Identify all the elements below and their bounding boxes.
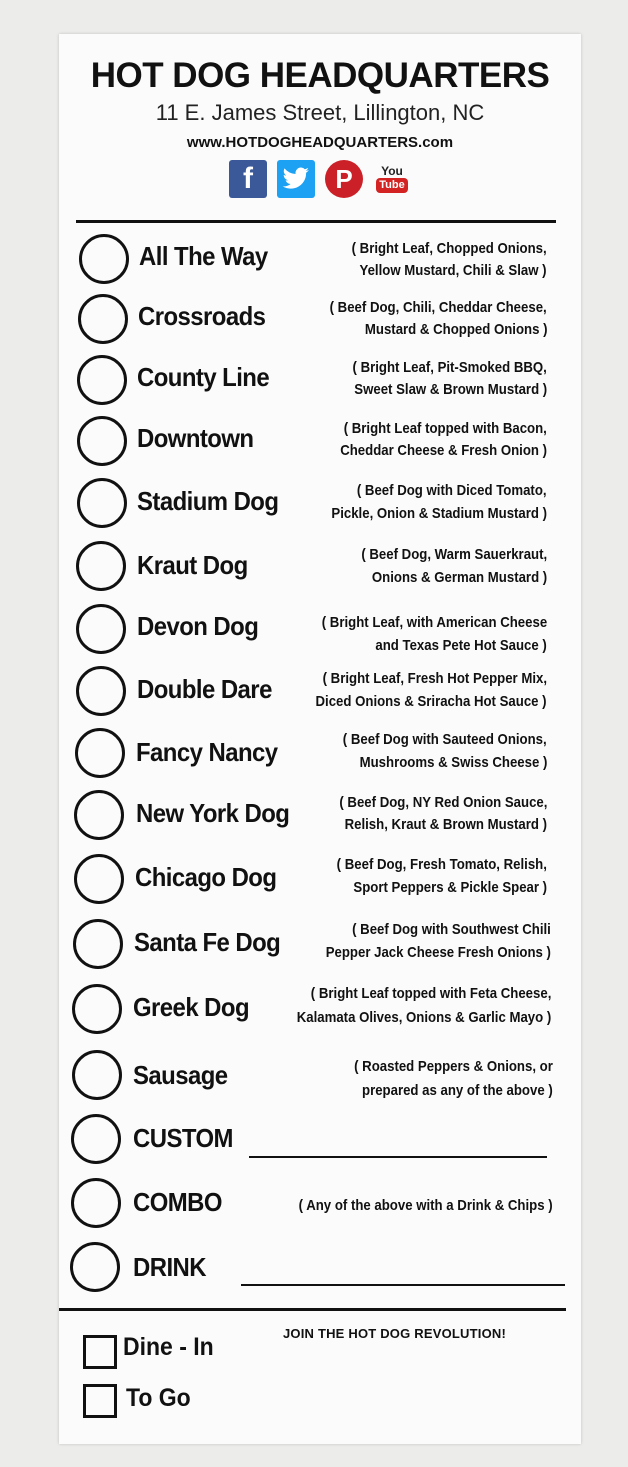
menu-item[interactable] [59, 412, 581, 472]
youtube-icon[interactable] [373, 160, 411, 198]
item-name: Chicago Dog [135, 862, 277, 892]
item-name: Double Dare [137, 674, 272, 704]
facebook-glyph: f [243, 162, 253, 195]
select-circle[interactable] [72, 984, 122, 1034]
item-name: Sausage [133, 1060, 228, 1090]
item-name: County Line [137, 362, 270, 392]
select-circle[interactable] [77, 355, 127, 405]
item-name: DRINK [133, 1252, 206, 1282]
item-name: Greek Dog [133, 992, 250, 1022]
pinterest-glyph: P [335, 163, 353, 194]
order-card [59, 34, 581, 1444]
menu-item[interactable] [59, 915, 581, 975]
website-link[interactable]: www.HOTDOGHEADQUARTERS.com [186, 134, 454, 151]
item-desc-line1: ( Bright Leaf topped with Bacon, [343, 420, 547, 437]
menu-item[interactable] [59, 290, 581, 350]
menu-item[interactable] [59, 230, 581, 290]
address: 11 E. James Street, Lillington, NC [155, 100, 485, 125]
item-name: Stadium Dog [137, 486, 279, 516]
header-divider [76, 220, 556, 223]
custom-write-in-line[interactable] [249, 1156, 547, 1158]
item-name: Santa Fe Dog [134, 927, 281, 957]
item-desc-line1: ( Roasted Peppers & Onions, or [354, 1058, 553, 1075]
select-circle[interactable] [74, 854, 124, 904]
header [59, 34, 581, 198]
drink-write-in-line[interactable] [241, 1284, 565, 1286]
item-desc-line1: ( Beef Dog, NY Red Onion Sauce, [338, 794, 547, 811]
item-desc-line2: Onions & German Mustard ) [371, 569, 547, 586]
dine-in-checkbox[interactable] [83, 1335, 117, 1369]
item-desc-line1: ( Bright Leaf, Pit-Smoked BBQ, [352, 359, 547, 376]
item-desc-line1: ( Beef Dog, Warm Sauerkraut, [361, 546, 547, 563]
select-circle[interactable] [76, 541, 126, 591]
pinterest-icon[interactable] [325, 160, 363, 198]
item-name: COMBO [133, 1187, 222, 1217]
select-circle[interactable] [75, 728, 125, 778]
item-desc-line1: ( Bright Leaf, Chopped Onions, [351, 240, 547, 257]
item-desc-line2: Mushrooms & Swiss Cheese ) [359, 754, 547, 771]
item-desc-line1: ( Beef Dog, Chili, Cheddar Cheese, [329, 299, 547, 316]
item-name: Crossroads [138, 301, 266, 331]
item-desc-line2: Pepper Jack Cheese Fresh Onions ) [325, 944, 551, 961]
item-name: Downtown [137, 423, 254, 453]
menu-item[interactable] [59, 1046, 581, 1106]
item-desc-line1: ( Beef Dog, Fresh Tomato, Relish, [336, 856, 547, 873]
item-desc-line1: ( Bright Leaf topped with Feta Cheese, [310, 985, 551, 1002]
menu-item[interactable] [59, 350, 581, 410]
menu-item[interactable] [59, 980, 581, 1040]
twitter-icon[interactable] [277, 160, 315, 198]
menu-item[interactable] [59, 786, 581, 846]
slogan: JOIN THE HOT DOG REVOLUTION! [283, 1326, 506, 1341]
select-circle[interactable] [76, 666, 126, 716]
item-desc-line2: Sweet Slaw & Brown Mustard ) [354, 381, 547, 398]
select-circle[interactable] [77, 416, 127, 466]
menu-item[interactable] [59, 537, 581, 597]
item-name: All The Way [139, 241, 268, 271]
select-circle[interactable] [71, 1178, 121, 1228]
item-name: New York Dog [136, 798, 290, 828]
social-icons [59, 160, 581, 198]
item-desc-line2: Cheddar Cheese & Fresh Onion ) [340, 442, 547, 459]
facebook-icon[interactable] [229, 160, 267, 198]
item-desc-line2: Pickle, Onion & Stadium Mustard ) [331, 505, 547, 522]
item-desc-line2: Sport Peppers & Pickle Spear ) [353, 879, 547, 896]
item-name: Kraut Dog [137, 550, 248, 580]
menu-item-drink[interactable] [59, 1238, 581, 1298]
menu-item[interactable] [59, 850, 581, 910]
item-desc-line1: ( Beef Dog with Sauteed Onions, [343, 731, 547, 748]
menu-item[interactable] [59, 662, 581, 722]
select-circle[interactable] [73, 919, 123, 969]
to-go-label: To Go [126, 1384, 191, 1412]
select-circle[interactable] [72, 1050, 122, 1100]
menu-item[interactable] [59, 474, 581, 534]
select-circle[interactable] [76, 604, 126, 654]
menu-item[interactable] [59, 724, 581, 784]
select-circle[interactable] [74, 790, 124, 840]
twitter-bird-glyph [282, 167, 310, 191]
select-circle[interactable] [78, 294, 128, 344]
item-desc-line2: Diced Onions & Sriracha Hot Sauce ) [315, 693, 547, 710]
item-desc-line1: ( Beef Dog with Diced Tomato, [357, 482, 547, 499]
item-desc-line1: ( Bright Leaf, Fresh Hot Pepper Mix, [322, 670, 547, 687]
item-desc-line2: prepared as any of the above ) [362, 1082, 553, 1099]
youtube-tube-text: Tube [376, 178, 407, 193]
youtube-you-text: You [381, 164, 403, 178]
item-desc-line2: Kalamata Olives, Onions & Garlic Mayo ) [296, 1009, 551, 1026]
footer-divider [59, 1308, 566, 1311]
select-circle[interactable] [77, 478, 127, 528]
select-circle[interactable] [79, 234, 129, 284]
to-go-checkbox[interactable] [83, 1384, 117, 1418]
item-name: Devon Dog [137, 611, 259, 641]
item-name: Fancy Nancy [136, 737, 278, 767]
item-desc-line1: ( Bright Leaf, with American Cheese [321, 614, 547, 631]
menu-item-combo[interactable] [59, 1174, 581, 1234]
item-desc-line2: and Texas Pete Hot Sauce ) [375, 637, 547, 654]
item-desc-line1: ( Any of the above with a Drink & Chips ) [298, 1197, 553, 1214]
menu-item-custom[interactable] [59, 1110, 581, 1170]
select-circle[interactable] [70, 1242, 120, 1292]
item-desc-line2: Yellow Mustard, Chili & Slaw ) [359, 262, 547, 279]
item-name: CUSTOM [133, 1123, 233, 1153]
menu-item[interactable] [59, 600, 581, 660]
item-desc-line2: Mustard & Chopped Onions ) [364, 321, 547, 338]
select-circle[interactable] [71, 1114, 121, 1164]
item-desc-line1: ( Beef Dog with Southwest Chili [352, 921, 551, 938]
item-desc-line2: Relish, Kraut & Brown Mustard ) [344, 816, 547, 833]
dine-in-label: Dine - In [123, 1333, 214, 1361]
brand-title: HOT DOG HEADQUARTERS [90, 56, 550, 95]
